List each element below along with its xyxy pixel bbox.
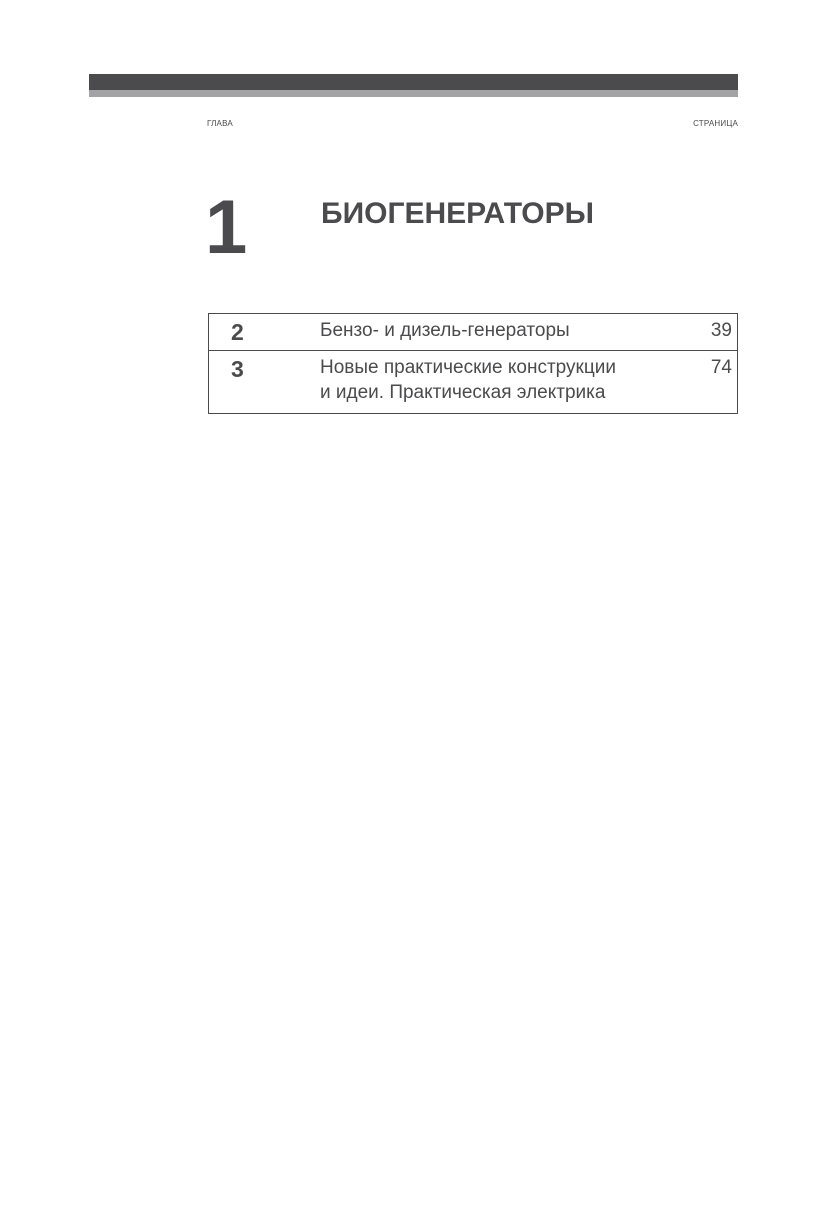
toc-page-number: 74: [710, 357, 732, 378]
toc-chapter-title: Бензо- и дизель-генераторы: [320, 320, 570, 341]
toc-table: [208, 313, 738, 414]
page-column-label: СТРАНИЦА: [693, 119, 738, 128]
toc-row[interactable]: [209, 314, 737, 350]
toc-page-number: 39: [710, 320, 732, 341]
chapter-number: 1: [205, 185, 248, 270]
header-bar-light: [89, 90, 738, 97]
toc-chapter-number: 2: [231, 319, 244, 345]
toc-chapter-title: [320, 355, 680, 405]
toc-title-line: Новые практические конструкции: [320, 357, 616, 378]
chapter-title: БИОГЕНЕРАТОРЫ: [321, 197, 594, 230]
chapter-column-label: ГЛАВА: [207, 119, 233, 128]
toc-chapter-number: 3: [231, 356, 244, 382]
toc-row[interactable]: [209, 350, 737, 413]
header-bar-dark: [89, 74, 738, 90]
toc-title-line: и идеи. Практическая электрика: [320, 382, 606, 403]
